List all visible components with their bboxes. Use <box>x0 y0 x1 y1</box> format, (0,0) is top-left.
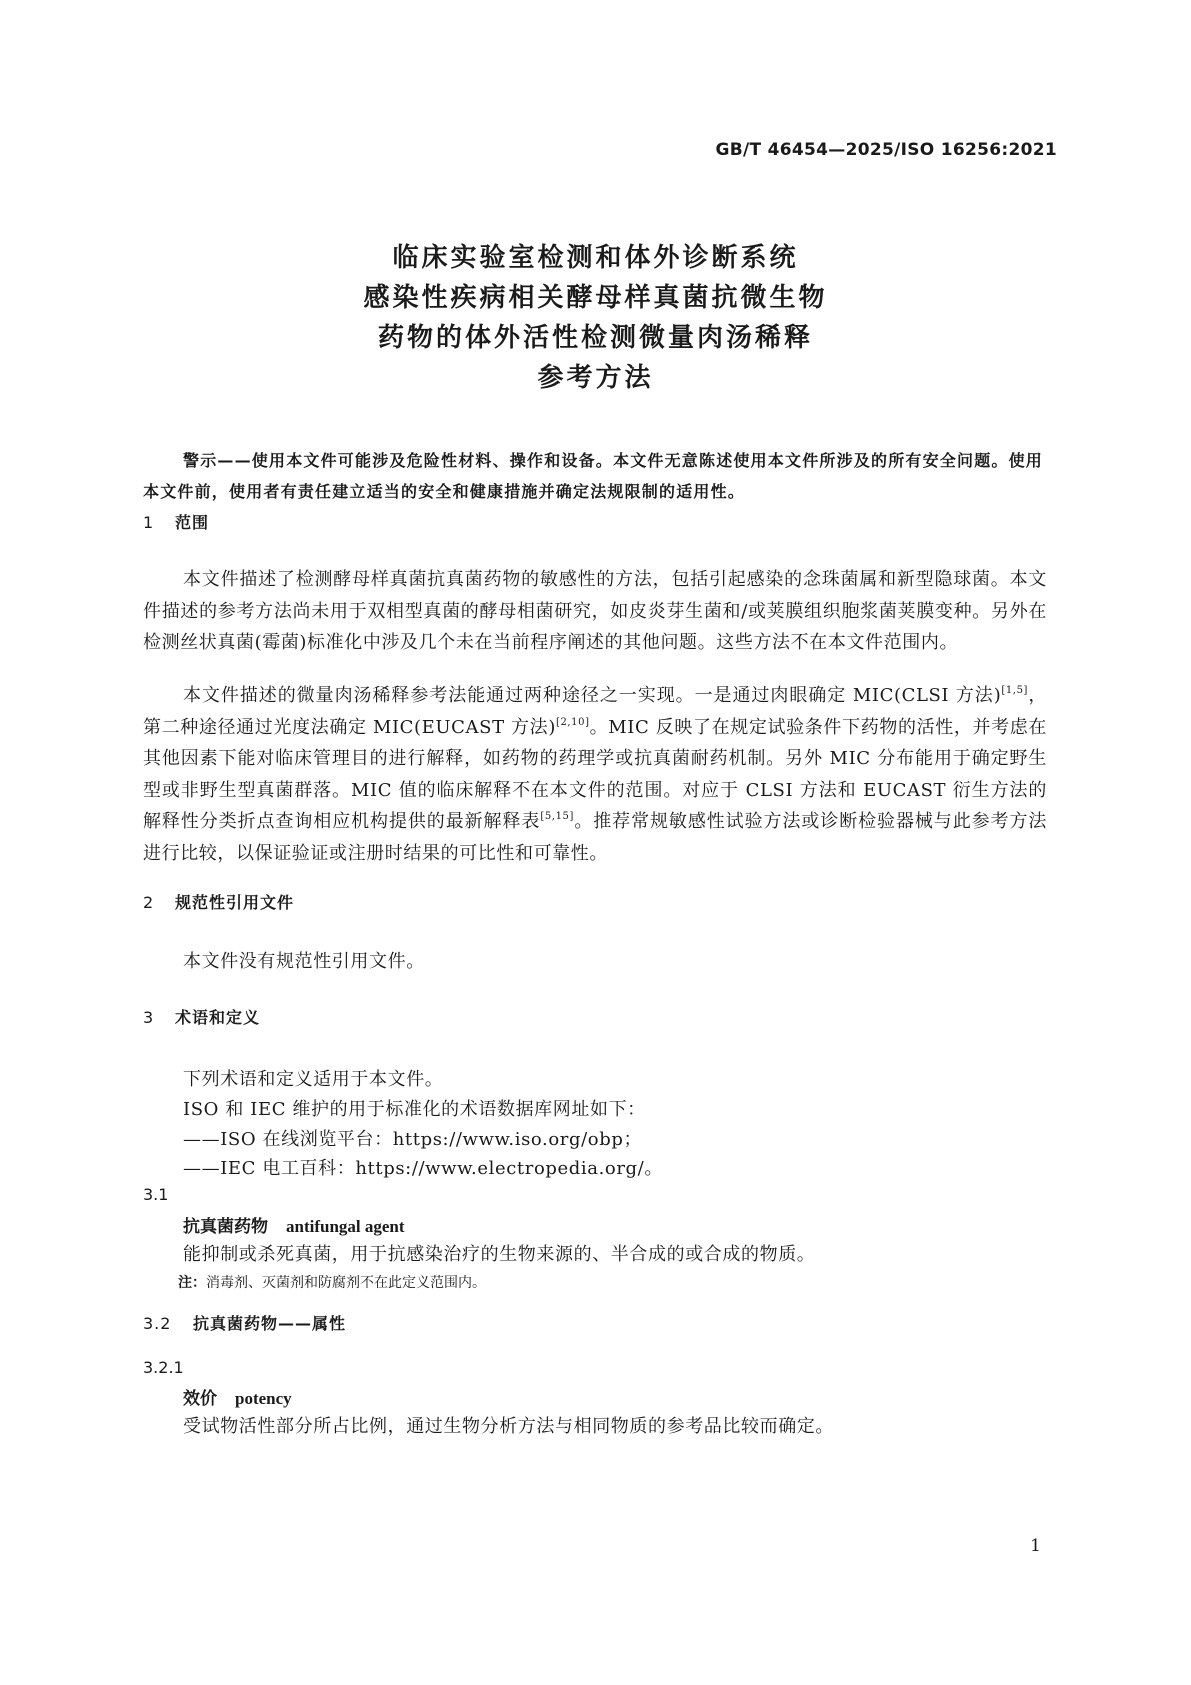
title-line-3: 药物的体外活性检测微量肉汤稀释 <box>377 323 813 353</box>
para2-part-d: 。推荐常规敏感性试验方法或诊断检验器械与此参考方法进行比较，以保证验证或注册时结果的可比性和可靠性。 <box>143 811 1047 864</box>
term-3-2-1 <box>183 1384 292 1409</box>
term-3-1-definition: 能抑制或杀死真菌，用于抗感染治疗的生物来源的、半合成的或合成的物质。 <box>183 1244 816 1265</box>
section-2-number: 2 <box>143 893 155 912</box>
section-1-paragraph-2 <box>143 680 1047 869</box>
term-3-1-number: 3.1 <box>143 1185 169 1204</box>
term-3-2-1-zh: 效价 <box>183 1389 217 1409</box>
iec-electropedia-link-line: ——IEC 电工百科：https://www.electropedia.org/。 <box>183 1158 663 1179</box>
iso-obp-link-line: ——ISO 在线浏览平台：https://www.iso.org/obp； <box>183 1129 643 1150</box>
subsection-3-2-heading <box>143 1311 346 1334</box>
page-number: 1 <box>1030 1536 1041 1556</box>
term-3-1-en: antifungal agent <box>286 1217 405 1236</box>
section-2-heading <box>143 890 294 913</box>
section-3-title: 术语和定义 <box>175 1008 261 1027</box>
section-1-number: 1 <box>143 513 155 532</box>
section-1-paragraph-1: 本文件描述了检测酵母样真菌抗真菌药物的敏感性的方法，包括引起感染的念珠菌属和新型隐球菌。本文件描述的参考方法尚未用于双相型真菌的酵母相菌研究，如皮炎芽生菌和/或荚膜组织胞浆菌荚膜变种。另外在检测丝状真菌(霉菌)标准化中涉及几个未在当前程序阐述的其他问题。这些方法不在本文件范围内。 <box>143 569 1047 653</box>
section-1-heading <box>143 510 209 533</box>
section-2-paragraph: 本文件没有规范性引用文件。 <box>183 951 425 972</box>
section-3-intro-line: 下列术语和定义适用于本文件。 <box>183 1069 444 1090</box>
section-3-number: 3 <box>143 1008 155 1027</box>
section-3-heading <box>143 1005 260 1028</box>
term-3-1 <box>183 1212 405 1237</box>
term-3-2-1-definition: 受试物活性部分所占比例，通过生物分析方法与相同物质的参考品比较而确定。 <box>183 1416 834 1437</box>
term-3-2-1-en: potency <box>235 1389 292 1408</box>
document-title <box>0 238 1191 398</box>
section-2-title: 规范性引用文件 <box>175 893 295 912</box>
note-label: 注： <box>178 1275 206 1291</box>
citation-2-10: [2,10] <box>555 716 590 728</box>
subsection-3-2-number: 3.2 <box>143 1314 172 1333</box>
title-line-4: 参考方法 <box>537 363 654 393</box>
note-text: 消毒剂、灭菌剂和防腐剂不在此定义范围内。 <box>206 1275 486 1291</box>
para2-part-c: 。MIC 反映了在规定试验条件下药物的活性，并考虑在其他因素下能对临床管理目的进行解释，如药物的药理学或抗真菌耐药机制。另外 MIC 分布能用于确定野生型或非野生型真菌群落。MIC 值的临床解释不在本文件的范围。对应于 CLSI 方法和 EUCAST 衍生方法的解释性分类折点查询相应机构提供的最新解释表 <box>143 716 1047 832</box>
title-line-1: 临床实验室检测和体外诊断系统 <box>392 243 799 273</box>
term-3-2-1-number: 3.2.1 <box>143 1358 184 1377</box>
subsection-3-2-title: 抗真菌药物——属性 <box>193 1314 347 1333</box>
warning-statement: 警示——使用本文件可能涉及危险性材料、操作和设备。本文件无意陈述使用本文件所涉及的所有安全问题。使用本文件前，使用者有责任建立适当的安全和健康措施并确定法规限制的适用性。 <box>143 451 1044 501</box>
para2-part-a: 本文件描述的微量肉汤稀释参考法能通过两种途径之一实现。一是通过肉眼确定 MIC(CLSI 方法) <box>183 685 1002 706</box>
term-3-1-zh: 抗真菌药物 <box>183 1217 268 1237</box>
title-line-2: 感染性疾病相关酵母样真菌抗微生物 <box>363 283 828 313</box>
section-3-database-line: ISO 和 IEC 维护的用于标准化的术语数据库网址如下： <box>183 1099 646 1120</box>
section-1-title: 范围 <box>175 513 210 532</box>
para2-part-b: ，第二种途径通过光度法确定 MIC(EUCAST 方法) <box>143 685 1047 738</box>
citation-5-15: [5,15] <box>540 811 574 822</box>
citation-1-5: [1,5] <box>1001 685 1029 696</box>
standard-code: GB/T 46454—2025/ISO 16256:2021 <box>715 140 1057 160</box>
term-3-1-note <box>178 1272 486 1292</box>
